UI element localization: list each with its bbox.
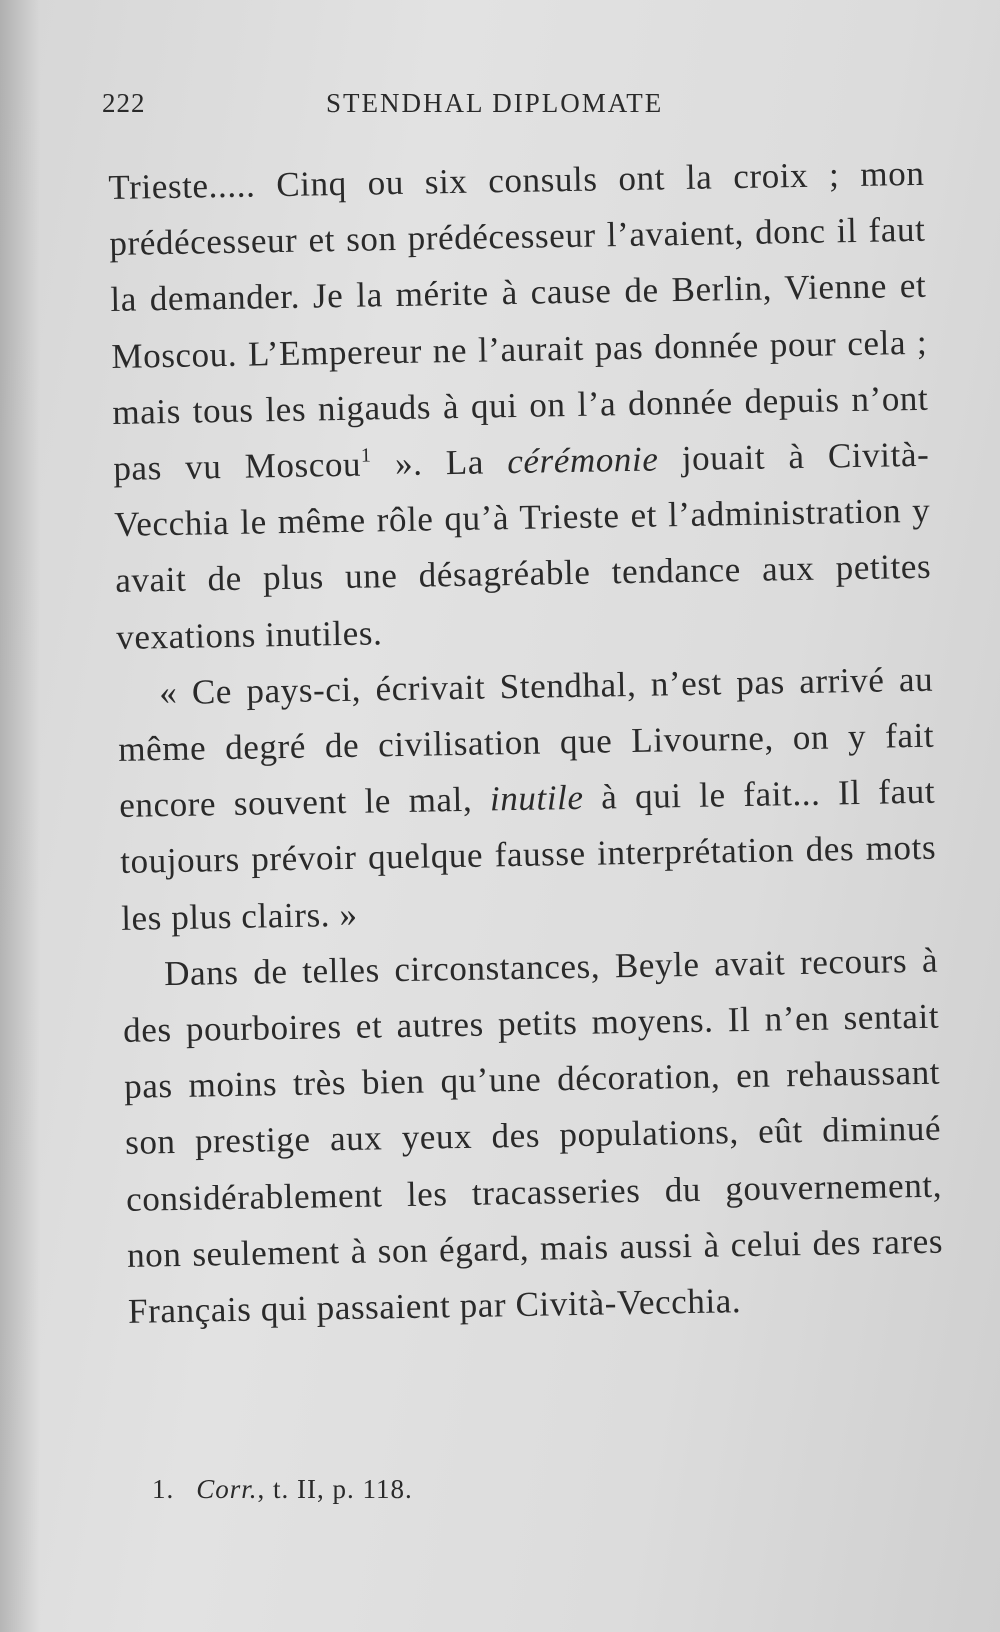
footnote-details: , t. II, p. 118. (257, 1474, 413, 1504)
italic-word-ceremonie: cérémonie (506, 439, 659, 482)
running-title: STENDHAL DIPLOMATE (326, 88, 664, 118)
paragraph-2-quote (117, 652, 938, 947)
footnote (152, 1474, 413, 1505)
binding-shadow (0, 0, 40, 1632)
paragraph-1-text-c: jouait à Cività-Vecchia le même rôle qu’à Trieste et l’administration y avait de plus une désagréable tendance aux petites vexations inutiles. (114, 434, 932, 657)
paragraph-2-text-a: « Ce pays-ci, écrivait Stendhal, n’est pas arrivé au même degré de civilisation que Livourne, on y fait encore souvent le mal, (117, 659, 935, 826)
paragraph-1-text-a: Trieste..... Cinq ou six consuls ont la croix ; mon prédécesseur et son prédécesseur l’avaient, donc il faut la demander. Je la mérite à cause de Berlin, Vienne et Moscou. L’Empereur ne l’aurait pas donnée pour cela ; mais tous les nigauds à qui on l’a donnée depuis n’ont pas vu Moscou (108, 153, 929, 488)
paragraph-3: Dans de telles circonstances, Beyle avait recours à des pourboires et autres petits moyens. Il n’en sentait pas moins très bien qu’une décoration, en rehaussant son prestige aux yeux des populations, eût diminué considérablement les tracasseries du gouvernement, non seulement à son égard, mais aussi à celui des rares Français qui passaient par Cività-Vecchia. (122, 940, 944, 1331)
page-number: 222 (102, 88, 146, 118)
running-head (102, 88, 692, 128)
italic-word-inutile: inutile (489, 778, 584, 819)
paragraph-1 (108, 146, 933, 666)
paragraph-1-text-b: ». La (371, 442, 508, 484)
paragraph-2-text-b: à qui le fait... Il faut toujours prévoir quelque fausse interprétation des mots les plus clairs. » (119, 771, 937, 938)
body-text (108, 146, 944, 1340)
footnote-source: Corr. (196, 1474, 258, 1504)
footnote-number: 1. (152, 1474, 175, 1504)
footnote-marker: 1 (360, 444, 372, 467)
